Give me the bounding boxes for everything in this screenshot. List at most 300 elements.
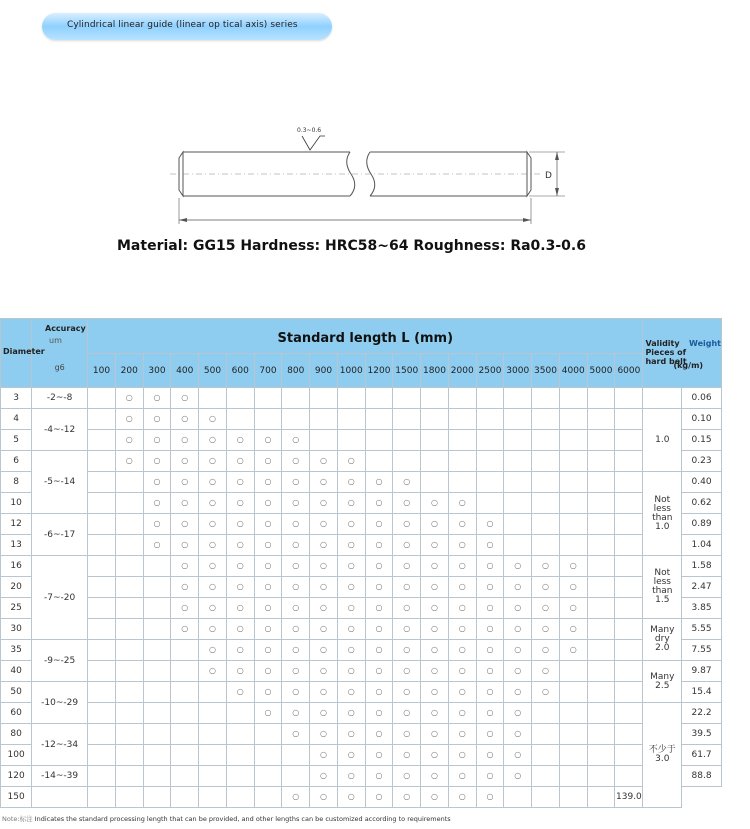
length-availability-cell [143,745,171,766]
length-availability-cell [532,745,560,766]
available-mark: ○ [181,393,189,402]
length-availability-cell [504,661,532,682]
length-availability-cell [476,535,504,556]
length-availability-cell [421,682,449,703]
available-mark: ○ [153,435,161,444]
length-col-5000: 5000 [587,354,615,388]
diameter-header: Diameter [3,347,45,356]
length-availability-cell [504,493,532,514]
diameter-cell: 50 [1,682,32,703]
available-mark: ○ [347,750,355,759]
validity-cell: Many 2.5 [643,661,682,703]
length-col-300: 300 [143,354,171,388]
length-availability-cell [448,661,476,682]
available-mark: ○ [403,540,411,549]
length-availability-cell [504,514,532,535]
length-availability-cell [337,451,365,472]
length-availability-cell [448,640,476,661]
available-mark: ○ [486,771,494,780]
length-availability-cell [559,787,587,808]
available-mark: ○ [431,519,438,528]
note-text: Indicates the standard processing length that can be provided, and other lengths can be customized according to requirements [34,815,451,823]
available-mark: ○ [347,561,355,570]
length-availability-cell [143,451,171,472]
available-mark: ○ [514,603,522,612]
table-row [1,619,722,640]
available-mark: ○ [209,540,216,549]
weight-cell: 5.55 [682,619,722,640]
length-availability-cell [171,535,199,556]
length-col-600: 600 [226,354,254,388]
length-availability-cell [254,451,282,472]
available-mark: ○ [542,645,549,654]
length-availability-cell [504,745,532,766]
available-mark: ○ [458,771,466,780]
length-availability-cell [115,409,143,430]
length-availability-cell [365,598,393,619]
available-mark: ○ [431,750,438,759]
length-availability-cell [476,388,504,409]
available-mark: ○ [569,561,577,570]
length-availability-cell [88,766,116,787]
available-mark: ○ [320,603,327,612]
length-availability-cell [282,514,310,535]
length-availability-cell [199,745,227,766]
length-availability-cell [615,514,643,535]
table-row [1,577,722,598]
available-mark: ○ [458,603,466,612]
length-availability-cell [171,472,199,493]
available-mark: ○ [542,561,549,570]
length-availability-cell [199,430,227,451]
unit-header: um [49,336,62,345]
length-availability-cell [476,430,504,451]
available-mark: ○ [320,561,327,570]
available-mark: ○ [292,624,300,633]
length-availability-cell [282,619,310,640]
available-mark: ○ [458,729,466,738]
length-availability-cell [199,409,227,430]
length-availability-cell [199,703,227,724]
available-mark: ○ [569,603,577,612]
available-mark: ○ [181,624,189,633]
available-mark: ○ [209,477,216,486]
available-mark: ○ [514,750,522,759]
available-mark: ○ [264,519,272,528]
length-availability-cell [393,724,421,745]
length-availability-cell [615,472,643,493]
length-availability-cell [143,640,171,661]
length-availability-cell [282,703,310,724]
length-availability-cell [143,493,171,514]
length-availability-cell [448,766,476,787]
length-availability-cell [171,661,199,682]
available-mark: ○ [431,687,438,696]
validity-cell: 不少于 3.0 [643,703,682,808]
length-availability-cell [421,514,449,535]
length-availability-cell [282,556,310,577]
length-availability-cell [310,388,338,409]
available-mark: ○ [320,792,327,801]
available-mark: ○ [347,582,355,591]
available-mark: ○ [209,645,216,654]
table-row [1,514,722,535]
weight-cell: 9.87 [682,661,722,682]
available-mark: ○ [209,624,216,633]
length-availability-cell [199,598,227,619]
length-availability-cell [365,766,393,787]
length-availability-cell [421,598,449,619]
length-availability-cell [310,640,338,661]
length-availability-cell [587,556,615,577]
length-availability-cell [310,577,338,598]
length-availability-cell [143,535,171,556]
length-availability-cell [199,493,227,514]
length-availability-cell [282,388,310,409]
available-mark: ○ [347,456,355,465]
length-availability-cell [587,724,615,745]
weight-cell: 7.55 [682,640,722,661]
available-mark: ○ [292,645,300,654]
available-mark: ○ [264,477,272,486]
length-col-2000: 2000 [448,354,476,388]
length-availability-cell [615,388,643,409]
available-mark: ○ [320,645,327,654]
length-availability-cell [421,766,449,787]
length-availability-cell [310,493,338,514]
available-mark: ○ [431,561,438,570]
length-availability-cell [310,661,338,682]
length-availability-cell [254,640,282,661]
length-availability-cell [254,556,282,577]
available-mark: ○ [431,708,438,717]
available-mark: ○ [347,519,355,528]
length-availability-cell [532,703,560,724]
diameter-cell: 16 [1,556,32,577]
length-availability-cell [171,787,199,808]
available-mark: ○ [153,414,161,423]
length-availability-cell [337,682,365,703]
length-availability-cell [532,556,560,577]
length-availability-cell [337,724,365,745]
length-availability-cell [421,535,449,556]
length-availability-cell [587,409,615,430]
available-mark: ○ [320,729,327,738]
length-availability-cell [226,661,254,682]
length-availability-cell [421,556,449,577]
validity-cell: Not less than 1.5 [643,556,682,619]
length-availability-cell [615,430,643,451]
length-availability-cell [171,682,199,703]
accuracy-cell: -10~-29 [32,682,88,724]
length-availability-cell [226,703,254,724]
length-availability-cell [393,745,421,766]
length-availability-cell [448,724,476,745]
length-availability-cell [143,682,171,703]
length-availability-cell [171,703,199,724]
length-availability-cell [171,493,199,514]
length-availability-cell [254,535,282,556]
length-availability-cell [393,766,421,787]
validity-cell: Many dry 2.0 [643,619,682,661]
available-mark: ○ [320,666,327,675]
validity-weight-header [643,319,722,388]
available-mark: ○ [431,792,438,801]
available-mark: ○ [403,771,411,780]
length-availability-cell [115,787,143,808]
length-availability-cell [559,724,587,745]
length-col-6000: 6000 [615,354,643,388]
length-availability-cell [282,409,310,430]
length-availability-cell [504,682,532,703]
length-availability-cell [88,703,116,724]
length-availability-cell [143,430,171,451]
available-mark: ○ [236,519,244,528]
length-availability-cell [532,787,560,808]
length-availability-cell [421,703,449,724]
length-availability-cell [448,472,476,493]
available-mark: ○ [209,561,216,570]
available-mark: ○ [264,435,272,444]
available-mark: ○ [542,666,549,675]
length-availability-cell [337,493,365,514]
length-availability-cell [504,787,532,808]
length-availability-cell [393,514,421,535]
available-mark: ○ [320,771,327,780]
available-mark: ○ [125,414,133,423]
length-availability-cell [254,787,282,808]
length-availability-cell [448,409,476,430]
length-col-2500: 2500 [476,354,504,388]
length-availability-cell [115,598,143,619]
available-mark: ○ [486,582,494,591]
length-availability-cell [559,514,587,535]
length-availability-cell [448,556,476,577]
table-row [1,451,722,472]
available-mark: ○ [375,645,383,654]
length-availability-cell [365,787,393,808]
length-availability-cell [310,745,338,766]
length-availability-cell [282,787,310,808]
available-mark: ○ [320,540,327,549]
available-mark: ○ [403,477,411,486]
standard-length-header: Standard length L (mm) [88,319,643,354]
available-mark: ○ [292,477,300,486]
length-availability-cell [310,703,338,724]
available-mark: ○ [264,687,272,696]
length-availability-cell [88,619,116,640]
length-availability-cell [504,388,532,409]
length-availability-cell [199,472,227,493]
available-mark: ○ [347,666,355,675]
length-availability-cell [226,577,254,598]
length-availability-cell [476,598,504,619]
length-availability-cell [476,724,504,745]
available-mark: ○ [236,666,244,675]
length-availability-cell [88,514,116,535]
length-availability-cell [310,766,338,787]
length-availability-cell [310,451,338,472]
length-availability-cell [337,787,365,808]
length-availability-cell [615,598,643,619]
length-availability-cell [199,787,227,808]
length-availability-cell [532,577,560,598]
diameter-cell: 150 [1,787,32,808]
length-availability-cell [393,451,421,472]
length-availability-cell [282,451,310,472]
available-mark: ○ [458,540,466,549]
length-availability-cell [88,556,116,577]
length-availability-cell [476,556,504,577]
length-availability-cell [476,493,504,514]
available-mark: ○ [264,603,272,612]
available-mark: ○ [375,624,383,633]
available-mark: ○ [181,414,189,423]
length-availability-cell [171,577,199,598]
length-availability-cell [421,472,449,493]
available-mark: ○ [292,456,300,465]
available-mark: ○ [209,603,216,612]
length-availability-cell [88,472,116,493]
length-availability-cell [393,556,421,577]
length-availability-cell [587,745,615,766]
length-availability-cell [448,535,476,556]
available-mark: ○ [320,498,327,507]
length-availability-cell [393,409,421,430]
length-availability-cell [199,661,227,682]
length-col-500: 500 [199,354,227,388]
length-availability-cell [254,703,282,724]
weight-unit: (kg/m) [673,361,704,370]
available-mark: ○ [458,792,466,801]
length-availability-cell [393,472,421,493]
length-availability-cell [587,430,615,451]
length-availability-cell [310,619,338,640]
diameter-cell: 30 [1,619,32,640]
accuracy-cell: -14~-39 [32,766,88,787]
available-mark: ○ [264,582,272,591]
length-availability-cell [171,745,199,766]
length-availability-cell [254,724,282,745]
available-mark: ○ [514,708,522,717]
available-mark: ○ [569,582,577,591]
length-availability-cell [282,661,310,682]
length-availability-cell [88,493,116,514]
table-row [1,766,722,787]
weight-cell: 0.40 [682,472,722,493]
length-availability-cell [476,682,504,703]
length-availability-cell [254,682,282,703]
available-mark: ○ [292,666,300,675]
available-mark: ○ [486,645,494,654]
length-availability-cell [587,661,615,682]
available-mark: ○ [375,603,383,612]
length-availability-cell [171,640,199,661]
weight-cell: 88.8 [682,766,722,787]
length-availability-cell [226,787,254,808]
length-availability-cell [254,745,282,766]
available-mark: ○ [431,645,438,654]
length-availability-cell [310,787,338,808]
available-mark: ○ [320,750,327,759]
length-availability-cell [504,766,532,787]
length-availability-cell [115,451,143,472]
length-availability-cell [282,682,310,703]
length-availability-cell [88,682,116,703]
length-availability-cell [448,514,476,535]
length-availability-cell [88,787,116,808]
accuracy-cell: -5~-14 [32,451,88,514]
length-availability-cell [476,766,504,787]
length-availability-cell [476,640,504,661]
length-availability-cell [88,745,116,766]
length-availability-cell [310,682,338,703]
length-availability-cell [448,598,476,619]
available-mark: ○ [209,414,216,423]
length-availability-cell [171,619,199,640]
length-availability-cell [587,766,615,787]
length-availability-cell [171,409,199,430]
available-mark: ○ [209,582,216,591]
series-banner [42,13,332,40]
available-mark: ○ [403,792,411,801]
length-availability-cell [476,472,504,493]
table-row [1,745,722,766]
available-mark: ○ [292,540,300,549]
length-availability-cell [532,451,560,472]
length-availability-cell [615,724,643,745]
length-availability-cell [476,619,504,640]
length-availability-cell [115,472,143,493]
diameter-cell: 8 [1,472,32,493]
available-mark: ○ [292,687,300,696]
length-availability-cell [559,766,587,787]
available-mark: ○ [514,645,522,654]
length-availability-cell [282,724,310,745]
available-mark: ○ [347,645,355,654]
weight-cell: 0.89 [682,514,722,535]
diameter-cell: 5 [1,430,32,451]
length-availability-cell [476,703,504,724]
length-availability-cell [115,493,143,514]
available-mark: ○ [153,477,161,486]
length-availability-cell [310,514,338,535]
length-availability-cell [199,556,227,577]
length-col-1200: 1200 [365,354,393,388]
available-mark: ○ [375,519,383,528]
table-row [1,556,722,577]
spec-table [0,318,722,808]
table-row [1,430,722,451]
length-availability-cell [532,619,560,640]
available-mark: ○ [264,540,272,549]
weight-cell: 1.04 [682,535,722,556]
length-col-3000: 3000 [504,354,532,388]
length-availability-cell [143,514,171,535]
available-mark: ○ [514,771,522,780]
accuracy-cell: -4~-12 [32,409,88,451]
length-availability-cell [337,430,365,451]
available-mark: ○ [431,729,438,738]
length-availability-cell [337,556,365,577]
length-availability-cell [365,451,393,472]
length-availability-cell [282,745,310,766]
accuracy-cell: -9~-25 [32,640,88,682]
length-availability-cell [615,556,643,577]
length-availability-cell [337,619,365,640]
length-availability-cell [115,514,143,535]
available-mark: ○ [403,729,411,738]
